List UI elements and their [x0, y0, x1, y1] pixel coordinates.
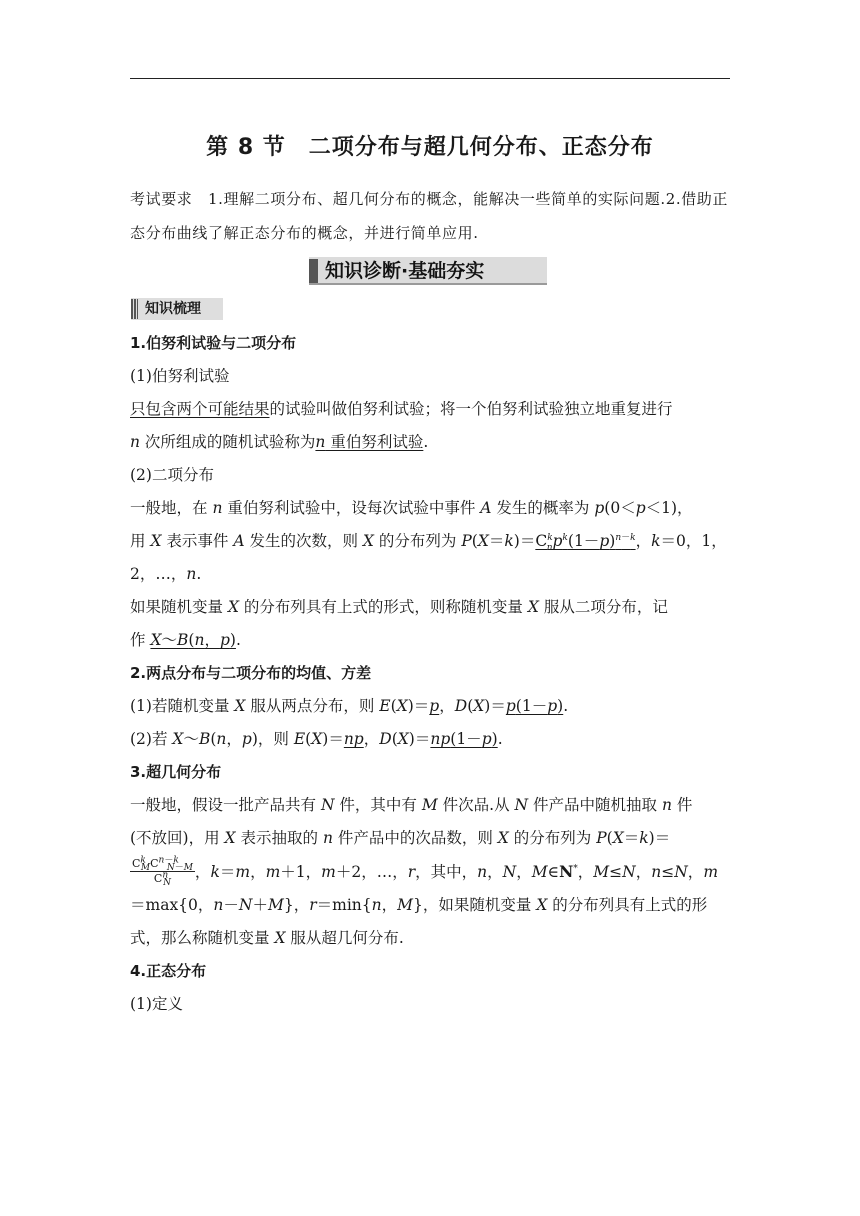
paragraph-two-point: (1)若随机变量 X 服从两点分布，则 E(X)＝p，D(X)＝p(1－p).	[130, 697, 569, 715]
text: (0＜	[604, 499, 636, 517]
requirements-text: 1.理解二项分布、超几何分布的概念，能解决一些简单的实际问题.2.借助正态分布曲线了解正态分布的概念，并进行简单应用.	[130, 190, 729, 242]
text: 件	[671, 796, 693, 814]
section-2-heading: 2.两点分布与二项分布的均值、方差	[130, 664, 372, 682]
subheading-text: 知识梳理	[145, 301, 201, 317]
underlined-answer: X～B(n，p)	[150, 631, 236, 649]
text: 重伯努利试验中，设每次试验中事件	[222, 499, 481, 517]
subheading-bar-icon	[131, 299, 138, 319]
section-banner	[309, 257, 547, 285]
text: ，其中，	[415, 863, 478, 881]
underlined-answer: np	[343, 730, 364, 748]
paragraph-binomial-mean: (2)若 X～B(n，p)，则 E(X)＝np，D(X)＝np(1－p).	[130, 730, 503, 748]
underlined-answer: p(1－p)	[505, 697, 564, 715]
binomial-formula: $C^k_np^k(1-p)^{n-k}$	[535, 532, 636, 554]
hypergeometric-fraction: $\frac{C^k_MC^{n-k}_{N-M}}{C^n_N}$	[132, 854, 193, 888]
text: 件次品.从	[437, 796, 515, 814]
text: 式，那么称随机变量	[130, 929, 275, 947]
text: 表示抽取的	[235, 829, 323, 847]
text: 件，其中有	[334, 796, 422, 814]
text: 发生的概率为	[491, 499, 595, 517]
text: 服从两点分布，则	[245, 697, 380, 715]
text: 的试验叫做伯努利试验；将一个伯努利试验独立地重复进行	[269, 400, 673, 418]
text: 次所组成的随机试验称为	[139, 433, 316, 451]
content-body	[130, 327, 732, 1021]
text: 2，…，	[130, 565, 187, 583]
banner-text: 知识诊断·基础夯实	[325, 260, 485, 282]
paragraph-bernoulli: 只包含两个可能结果的试验叫做伯努利试验；将一个伯努利试验独立地重复进行 n 次所组成的随机试验称为n 重伯努利试验.	[130, 400, 673, 451]
text: 发生的次数，则	[244, 532, 363, 550]
section-1-heading: 1.伯努利试验与二项分布	[130, 334, 297, 352]
exam-requirements	[130, 182, 732, 250]
text: ＜1)，	[645, 499, 693, 517]
text: 服从超几何分布.	[285, 929, 404, 947]
paragraph-binomial-def: 如果随机变量 X 的分布列具有上式的形式，则称随机变量 X 服从二项分布，记 作 X～B(n，p).	[130, 598, 668, 649]
text: 的分布列为	[508, 829, 597, 847]
subheading	[131, 298, 223, 320]
underlined-answer: n 重伯努利试验	[315, 433, 424, 451]
text: ＝0，1，	[660, 532, 727, 550]
text: 如果随机变量	[130, 598, 228, 616]
text: }，	[283, 896, 310, 914]
underlined-answer: p	[429, 697, 440, 715]
text: 的分布列具有上式的形	[547, 896, 708, 914]
text: 一般地，假设一批产品共有	[130, 796, 321, 814]
text: ＝min{	[316, 896, 372, 914]
text: (2)若	[130, 730, 173, 748]
text: 服从二项分布，记	[538, 598, 668, 616]
paragraph-hypergeometric: 一般地，假设一批产品共有 N 件，其中有 M 件次品.从 N 件产品中随机抽取 n 件 (不放回)，用 X 表示抽取的 n 件产品中的次品数，则 X 的分布列为 P(X＝k)＝ $\frac{C^k_MC^{n-k}_{N-M}}{C^n_N}$ ，k＝m，m＋1，m＋2，…，r，其中，n，N，M∈N*，M≤N，n≤N，m ＝max{0，n－N＋M}，r＝min{n，M}，如果随机变量 X 的分布列具有上式的形 式，那么称随机变量 X 服从超几何分布.	[130, 796, 719, 947]
section-4-heading: 4.正态分布	[130, 962, 207, 980]
text: 的分布列具有上式的形式，则称随机变量	[238, 598, 528, 616]
text: 的分布列为	[373, 532, 462, 550]
section-3-heading: 3.超几何分布	[130, 763, 222, 781]
top-rule	[130, 78, 730, 79]
text: 一般地，在	[130, 499, 213, 517]
text: 表示事件	[161, 532, 234, 550]
underlined-answer: 只包含两个可能结果	[130, 400, 270, 418]
text: ，	[635, 532, 652, 550]
section-4-1-heading: (1)定义	[130, 995, 183, 1013]
text: }，如果随机变量	[413, 896, 537, 914]
text: (1)若随机变量	[130, 697, 235, 715]
requirements-label: 考试要求	[130, 190, 193, 208]
page-title: 第 8 节 二项分布与超几何分布、正态分布	[206, 135, 654, 160]
text: 件产品中的次品数，则	[332, 829, 498, 847]
section-1-2-heading: (2)二项分布	[130, 466, 214, 484]
text: 重伯努利试验	[325, 433, 424, 451]
text: 用	[130, 532, 151, 550]
text: 件产品中随机抽取	[528, 796, 662, 814]
underlined-answer: np(1－p)	[430, 730, 498, 748]
text: ＝max{0，	[130, 896, 214, 914]
text: 作	[130, 631, 151, 649]
section-1-1-heading: (1)伯努利试验	[130, 367, 230, 385]
paragraph-binomial: 一般地，在 n 重伯努利试验中，设每次试验中事件 A 发生的概率为 p(0＜p＜1)， 用 X 表示事件 A 发生的次数，则 X 的分布列为 $P(X=k)=C^k_np^k(1-p)^{n-k}$，k＝0，1， 2，…，n.	[130, 499, 727, 583]
banner-bar-icon	[309, 259, 318, 283]
text: (不放回)，用	[130, 829, 225, 847]
